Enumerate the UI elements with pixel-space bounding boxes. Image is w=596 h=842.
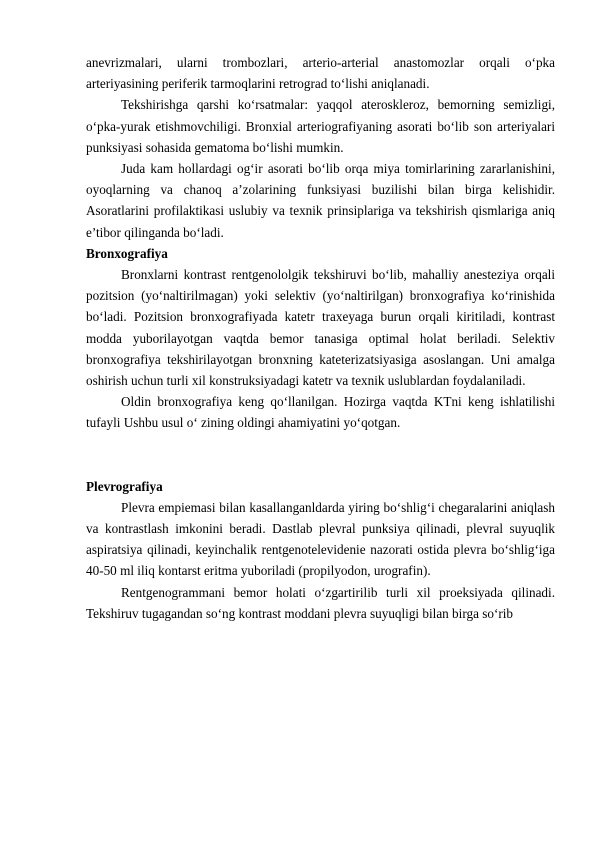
blank-space — [86, 434, 555, 476]
paragraph: Oldin bronxografiya keng qo‘llanilgan. Hozirga vaqtda KTni keng ishlatilishi tufayli Ushbu usul o‘ zining oldingi ahamiyatini yo‘qotgan. — [86, 394, 555, 431]
document-page — [86, 52, 555, 624]
section-heading-bronxografiya: Bronxografiya — [86, 245, 168, 261]
paragraph: Tekshirishga qarshi ko‘rsatmalar: yaqqol ateroskleroz, bemorning semizligi, o‘pka-yurak etishmovchiligi. Bronxial arteriografiyaning asorati bo‘lib son arteriyalari punksiyasi sohasida gematoma bo‘lishi mumkin. — [86, 97, 555, 155]
paragraph: anevrizmalari, ularni trombozlari, arterio-arterial anastomozlar orqali o‘pka arteriyasining periferik tarmoqlarini retrograd to‘lishi aniqlanadi. — [86, 55, 555, 92]
paragraph: Juda kam hollardagi og‘ir asorati bo‘lib orqa miya tomirlarining zararlanishini, oyoqlarning va chanoq a’zolarining funksiyasi buzilishi bilan birga kelishidir. Asoratlarini profilaktikasi uslubiy va texnik prinsiplariga va tekshirish qismlariga aniq e’tibor qilinganda bo‘ladi. — [86, 161, 555, 240]
paragraph: Bronxlarni kontrast rentgenololgik tekshiruvi bo‘lib, mahalliy anesteziya orqali pozitsion (yo‘naltirilmagan) yoki selektiv (yo‘naltirilgan) bronxografiya ko‘rinishida bo‘ladi. Pozitsion bronxografiyada katetr traxeyaga burun orqali kiritiladi, kontrast modda yuborilayotgan vaqtda bemor tanasiga optimal holat beriladi. Selektiv bronxografiya tekshirilayotgan bronxning kateterizatsiyasiga asoslangan. Uni amalga oshirish uchun turli xil konstruksiyadagi katetr va texnik uslublardan foydalaniladi. — [86, 267, 555, 389]
paragraph: Plevra empiemasi bilan kasallanganldarda yiring bo‘shlig‘i chegaralarini aniqlash va kontrastlash imkonini beradi. Dastlab plevral punksiya qilinadi, plevral suyuqlik aspiratsiya qilinadi, keyinchalik rentgenotelevidenie nazorati ostida plevra bo‘shlig‘iga 40-50 ml iliq kontarst eritma yuboriladi (propilyodon, urografin). — [86, 499, 555, 579]
paragraph: Rentgenogrammani bemor holati o‘zgartirilib turli xil proeksiyada qilinadi. Tekshiruv tugagandan so‘ng kontrast moddani plevra suyuqligi bilan birga so‘rib — [86, 584, 555, 621]
section-heading-plevrografiya: Plevrografiya — [86, 478, 163, 494]
